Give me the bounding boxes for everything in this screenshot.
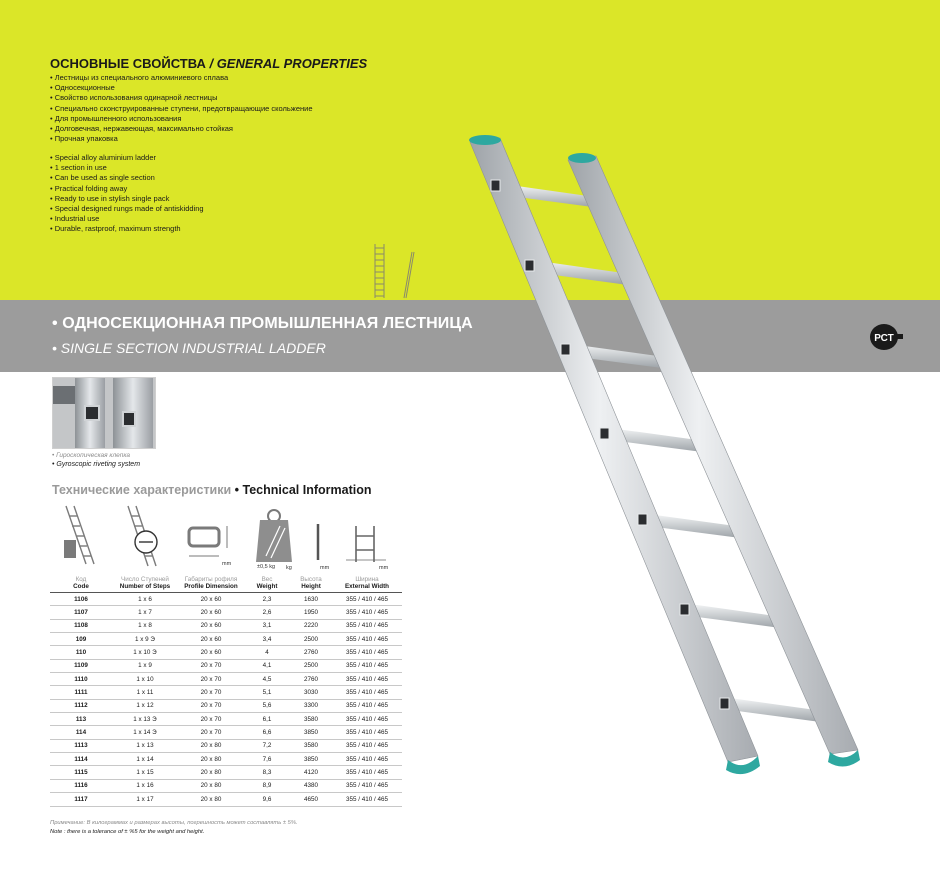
table-cell: 4120 [290, 766, 332, 779]
list-item: • Односекционные [50, 83, 313, 93]
table-cell: 7,2 [244, 739, 290, 752]
technical-info-title-ru: Технические характеристики [52, 483, 232, 497]
table-cell: 1111 [50, 686, 112, 699]
table-cell: 1110 [50, 673, 112, 686]
steps-count-icon [120, 504, 165, 574]
table-cell: 1 x 16 [112, 779, 178, 792]
note-ru: Примечание: В килограммах и размерах высоты, погрешность может составлять ± 5%. [50, 820, 298, 826]
table-cell: 1 x 7 [112, 606, 178, 619]
table-cell: 20 x 70 [178, 699, 244, 712]
table-cell: 2500 [290, 659, 332, 672]
table-cell: 9,6 [244, 793, 290, 806]
table-cell: 3,4 [244, 633, 290, 646]
table-cell: 1 x 13 Э [112, 713, 178, 726]
ladder-code-icon [58, 504, 98, 574]
table-cell: 355 / 410 / 465 [332, 779, 402, 792]
table-cell: 2760 [290, 673, 332, 686]
table-cell: 1 x 14 [112, 753, 178, 766]
table-cell: 1 x 10 [112, 673, 178, 686]
table-cell: 20 x 60 [178, 606, 244, 619]
left-top-cap [469, 135, 501, 145]
general-properties-title-en: / GENERAL PROPERTIES [209, 56, 368, 71]
table-row [50, 633, 402, 646]
list-item: • Лестницы из специального алюминиевого сплава [50, 73, 313, 83]
general-properties-title-ru: ОСНОВНЫЕ СВОЙСТВА [50, 56, 206, 71]
list-item: • Свойство использования одинарной лестницы [50, 93, 313, 103]
list-item: • Industrial use [50, 214, 204, 224]
list-item: • Special designed rungs made of antiskidding [50, 204, 204, 214]
properties-list-en [50, 153, 204, 235]
table-cell: 20 x 60 [178, 633, 244, 646]
table-cell: 4650 [290, 793, 332, 806]
header-height: Высота Height [290, 576, 332, 593]
table-body [50, 593, 402, 807]
general-properties-title [50, 56, 367, 71]
table-cell: 1 x 17 [112, 793, 178, 806]
table-cell: 20 x 70 [178, 726, 244, 739]
note-en: Note : there is a tolerance of ± %5 for the weight and height. [50, 829, 205, 835]
table-cell: 1 x 9 [112, 659, 178, 672]
table-cell: 1 x 11 [112, 686, 178, 699]
table-row [50, 779, 402, 792]
table-cell: 4 [244, 646, 290, 659]
cert-mark-text: РСТ [874, 333, 894, 344]
table-cell: 1 x 12 [112, 699, 178, 712]
table-cell: 20 x 70 [178, 713, 244, 726]
table-cell: 1113 [50, 739, 112, 752]
table-cell: 1950 [290, 606, 332, 619]
table-cell: 1114 [50, 753, 112, 766]
table-cell: 1 x 10 Э [112, 646, 178, 659]
table-cell: 20 x 70 [178, 659, 244, 672]
list-item: • Durable, rastproof, maximum strength [50, 224, 204, 234]
table-cell: 3850 [290, 726, 332, 739]
photo-caption-ru: • Гироскопическая клепка [52, 452, 131, 459]
product-title-en: • SINGLE SECTION INDUSTRIAL LADDER [52, 340, 326, 356]
list-item: • Ready to use in stylish single pack [50, 194, 204, 204]
ladder-thumbnail-icon [372, 242, 417, 300]
table-row [50, 726, 402, 739]
table-cell: 355 / 410 / 465 [332, 713, 402, 726]
table-cell: 114 [50, 726, 112, 739]
table-cell: 355 / 410 / 465 [332, 619, 402, 632]
list-item: • Для промышленного использования [50, 114, 313, 124]
table-cell: 4380 [290, 779, 332, 792]
table-cell: 355 / 410 / 465 [332, 726, 402, 739]
header-profile: Габариты рофиля Profile Dimension [178, 576, 244, 593]
right-top-cap [568, 153, 596, 163]
table-cell: 1 x 14 Э [112, 726, 178, 739]
table-cell: 20 x 80 [178, 779, 244, 792]
table-cell: 355 / 410 / 465 [332, 739, 402, 752]
list-item: • Специально сконструированные ступени, предотвращающие скольжение [50, 104, 313, 114]
table-cell: 1 x 13 [112, 739, 178, 752]
table-cell: 1 x 15 [112, 766, 178, 779]
table-cell: 355 / 410 / 465 [332, 766, 402, 779]
table-cell: 5,1 [244, 686, 290, 699]
weight-tolerance: ±0,5 kg [257, 564, 276, 570]
table-row [50, 593, 402, 606]
table-row [50, 713, 402, 726]
table-cell: 355 / 410 / 465 [332, 699, 402, 712]
list-item: • Долговечная, нержавеющая, максимально стойкая [50, 124, 313, 134]
table-cell: 3580 [290, 739, 332, 752]
table-row [50, 673, 402, 686]
ladder-illustration [440, 120, 940, 800]
table-cell: 20 x 60 [178, 593, 244, 606]
width-unit: mm [379, 565, 389, 571]
table-cell: 4,1 [244, 659, 290, 672]
table-cell: 355 / 410 / 465 [332, 646, 402, 659]
technical-info-title [52, 483, 371, 497]
table-cell: 2,6 [244, 606, 290, 619]
table-cell: 20 x 70 [178, 686, 244, 699]
table-cell: 3580 [290, 713, 332, 726]
header-steps: Число Ступеней Number of Steps [112, 576, 178, 593]
table-cell: 2220 [290, 619, 332, 632]
table-cell: 6,6 [244, 726, 290, 739]
table-cell: 355 / 410 / 465 [332, 606, 402, 619]
table-cell: 20 x 80 [178, 766, 244, 779]
table-cell: 6,1 [244, 713, 290, 726]
table-cell: 8,3 [244, 766, 290, 779]
list-item: • Special alloy aluminium ladder [50, 153, 204, 163]
table-cell: 3030 [290, 686, 332, 699]
table-cell: 1630 [290, 593, 332, 606]
specifications-table [50, 576, 402, 807]
table-cell: 355 / 410 / 465 [332, 793, 402, 806]
list-item: • Practical folding away [50, 184, 204, 194]
table-cell: 355 / 410 / 465 [332, 659, 402, 672]
table-row [50, 739, 402, 752]
table-header-row [50, 576, 402, 593]
table-cell: 5,6 [244, 699, 290, 712]
table-cell: 109 [50, 633, 112, 646]
table-cell: 3850 [290, 753, 332, 766]
table-row [50, 619, 402, 632]
table-cell: 1 x 8 [112, 619, 178, 632]
table-cell: 355 / 410 / 465 [332, 673, 402, 686]
list-item: • Can be used as single section [50, 173, 204, 183]
table-row [50, 606, 402, 619]
properties-list-ru [50, 73, 313, 144]
table-cell: 4,5 [244, 673, 290, 686]
table-row [50, 686, 402, 699]
table-cell: 355 / 410 / 465 [332, 593, 402, 606]
product-title-ru: • ОДНОСЕКЦИОННАЯ ПРОМЫШЛЕННАЯ ЛЕСТНИЦА [52, 315, 473, 332]
table-cell: 20 x 60 [178, 619, 244, 632]
profile-unit: mm [222, 561, 232, 567]
table-cell: 7,6 [244, 753, 290, 766]
table-cell: 20 x 80 [178, 739, 244, 752]
photo-caption-en: • Gyroscopic riveting system [52, 461, 141, 468]
header-width: Ширина External Width [332, 576, 402, 593]
table-cell: 1115 [50, 766, 112, 779]
table-cell: 355 / 410 / 465 [332, 686, 402, 699]
table-cell: 8,9 [244, 779, 290, 792]
table-row [50, 766, 402, 779]
header-code: Код Code [50, 576, 112, 593]
technical-info-title-en: • Technical Information [234, 483, 372, 497]
table-row [50, 793, 402, 806]
weight-unit: kg [286, 565, 292, 571]
table-cell: 1107 [50, 606, 112, 619]
table-cell: 1109 [50, 659, 112, 672]
riveting-photo [52, 377, 156, 449]
table-cell: 355 / 410 / 465 [332, 633, 402, 646]
table-cell: 2760 [290, 646, 332, 659]
table-cell: 355 / 410 / 465 [332, 753, 402, 766]
height-unit: mm [320, 565, 330, 571]
list-item: • 1 section in use [50, 163, 204, 173]
table-cell: 1108 [50, 619, 112, 632]
table-cell: 113 [50, 713, 112, 726]
table-cell: 1116 [50, 779, 112, 792]
table-cell: 20 x 60 [178, 646, 244, 659]
list-item: • Прочная упаковка [50, 134, 313, 144]
table-cell: 2,3 [244, 593, 290, 606]
width-icon [342, 504, 397, 574]
table-cell: 20 x 80 [178, 753, 244, 766]
table-cell: 1117 [50, 793, 112, 806]
table-cell: 1112 [50, 699, 112, 712]
table-cell: 3300 [290, 699, 332, 712]
table-row [50, 659, 402, 672]
table-cell: 20 x 80 [178, 793, 244, 806]
table-row [50, 699, 402, 712]
table-cell: 110 [50, 646, 112, 659]
table-cell: 3,1 [244, 619, 290, 632]
height-icon [308, 504, 338, 574]
table-row [50, 753, 402, 766]
table-cell: 20 x 70 [178, 673, 244, 686]
header-weight: Вес Weight [244, 576, 290, 593]
table-cell: 1106 [50, 593, 112, 606]
table-row [50, 646, 402, 659]
table-cell: 1 x 6 [112, 593, 178, 606]
table-cell: 1 x 9 Э [112, 633, 178, 646]
table-cell: 2500 [290, 633, 332, 646]
spec-icons-row [50, 504, 402, 574]
